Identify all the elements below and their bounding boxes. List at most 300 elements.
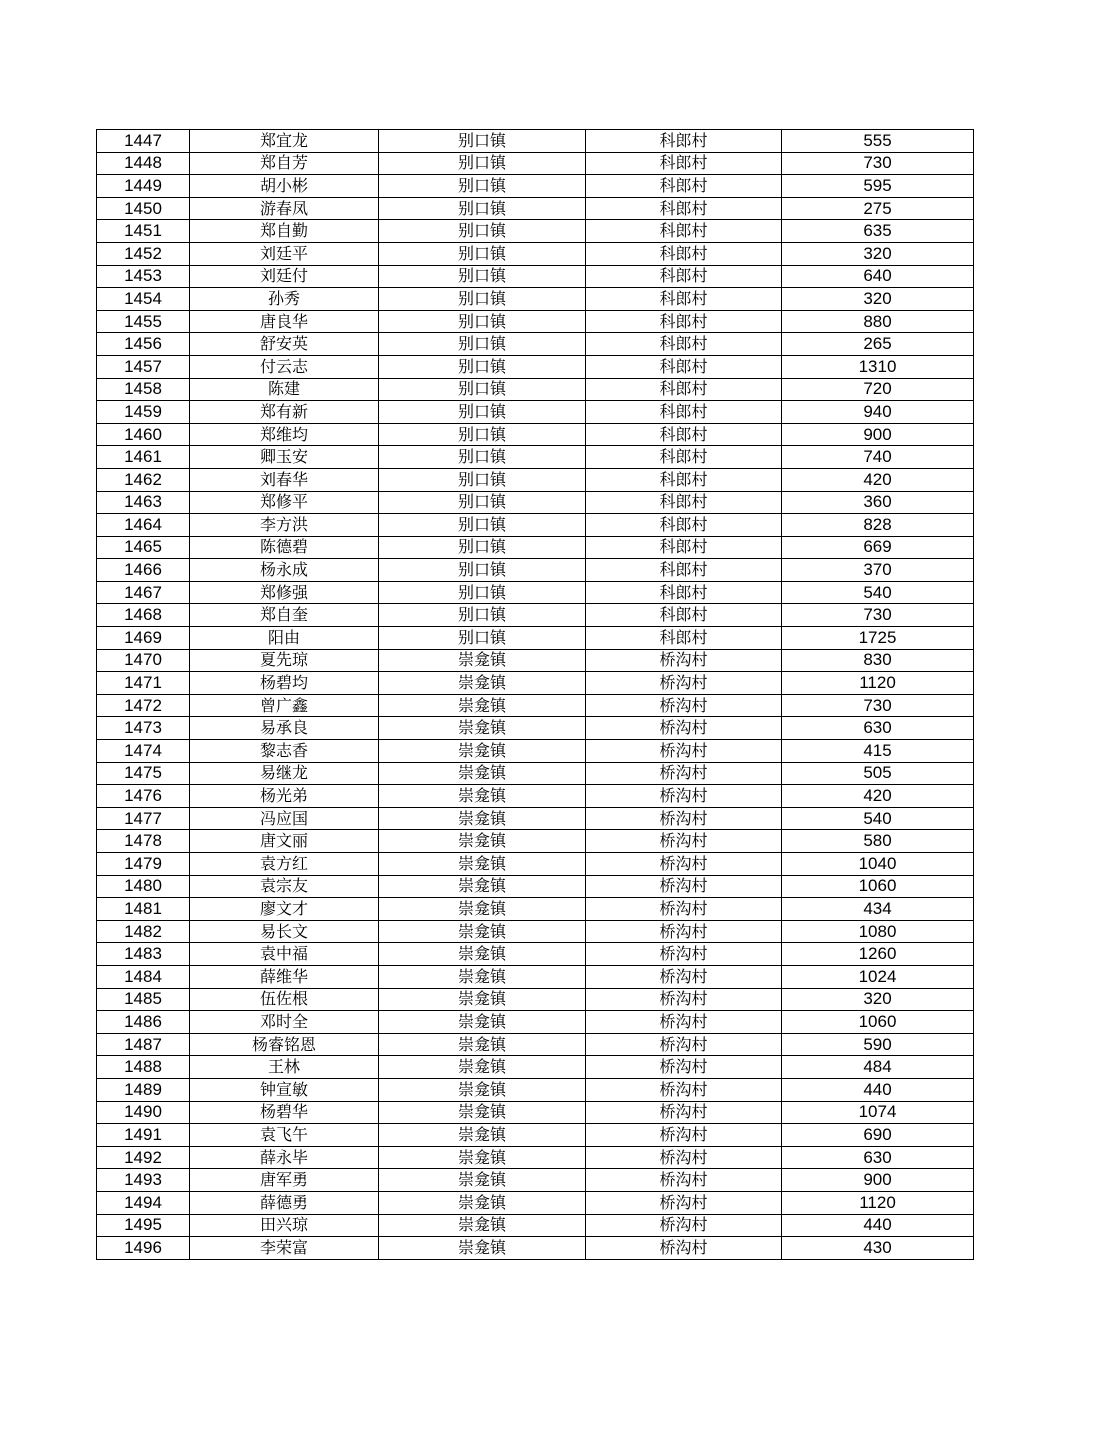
- row-number-cell: 1488: [97, 1056, 190, 1079]
- row-number-cell: 1463: [97, 491, 190, 514]
- row-number-cell: 1487: [97, 1033, 190, 1056]
- table-row: [97, 265, 974, 288]
- row-number-cell: 1482: [97, 920, 190, 943]
- table-row: [97, 152, 974, 175]
- row-number-cell: 1494: [97, 1191, 190, 1214]
- town-cell: 别口镇: [379, 559, 586, 582]
- amount-cell: 740: [782, 446, 974, 469]
- row-number-cell: 1483: [97, 943, 190, 966]
- village-cell: 科郎村: [586, 627, 782, 650]
- village-cell: 桥沟村: [586, 717, 782, 740]
- town-cell: 崇龛镇: [379, 1033, 586, 1056]
- name-cell: 易继龙: [190, 762, 379, 785]
- town-cell: 崇龛镇: [379, 762, 586, 785]
- town-cell: 崇龛镇: [379, 898, 586, 921]
- name-cell: 舒安英: [190, 333, 379, 356]
- row-number-cell: 1461: [97, 446, 190, 469]
- row-number-cell: 1489: [97, 1078, 190, 1101]
- table-row: [97, 378, 974, 401]
- village-cell: 桥沟村: [586, 875, 782, 898]
- town-cell: 崇龛镇: [379, 853, 586, 876]
- village-cell: 桥沟村: [586, 1191, 782, 1214]
- amount-cell: 830: [782, 649, 974, 672]
- row-number-cell: 1474: [97, 740, 190, 763]
- amount-cell: 265: [782, 333, 974, 356]
- name-cell: 易承良: [190, 717, 379, 740]
- town-cell: 别口镇: [379, 288, 586, 311]
- town-cell: 别口镇: [379, 604, 586, 627]
- table-row: [97, 672, 974, 695]
- table-row: [97, 627, 974, 650]
- village-cell: 科郎村: [586, 333, 782, 356]
- amount-cell: 630: [782, 1146, 974, 1169]
- town-cell: 崇龛镇: [379, 1169, 586, 1192]
- amount-cell: 420: [782, 468, 974, 491]
- name-cell: 胡小彬: [190, 175, 379, 198]
- table-row: [97, 355, 974, 378]
- town-cell: 别口镇: [379, 197, 586, 220]
- row-number-cell: 1490: [97, 1101, 190, 1124]
- town-cell: 别口镇: [379, 265, 586, 288]
- village-cell: 桥沟村: [586, 1237, 782, 1260]
- table-row: [97, 717, 974, 740]
- village-cell: 桥沟村: [586, 1078, 782, 1101]
- row-number-cell: 1467: [97, 581, 190, 604]
- row-number-cell: 1486: [97, 1011, 190, 1034]
- village-cell: 科郎村: [586, 310, 782, 333]
- name-cell: 杨睿铭恩: [190, 1033, 379, 1056]
- name-cell: 游春凤: [190, 197, 379, 220]
- name-cell: 陈德碧: [190, 536, 379, 559]
- town-cell: 别口镇: [379, 446, 586, 469]
- town-cell: 别口镇: [379, 491, 586, 514]
- row-number-cell: 1470: [97, 649, 190, 672]
- village-cell: 桥沟村: [586, 1033, 782, 1056]
- table-row: [97, 197, 974, 220]
- village-cell: 桥沟村: [586, 1056, 782, 1079]
- roster-table: [96, 129, 974, 1260]
- name-cell: 袁飞午: [190, 1124, 379, 1147]
- town-cell: 崇龛镇: [379, 1191, 586, 1214]
- name-cell: 卿玉安: [190, 446, 379, 469]
- table-row: [97, 468, 974, 491]
- town-cell: 崇龛镇: [379, 694, 586, 717]
- town-cell: 崇龛镇: [379, 1011, 586, 1034]
- table-row: [97, 649, 974, 672]
- town-cell: 别口镇: [379, 355, 586, 378]
- row-number-cell: 1479: [97, 853, 190, 876]
- village-cell: 科郎村: [586, 446, 782, 469]
- row-number-cell: 1451: [97, 220, 190, 243]
- village-cell: 桥沟村: [586, 649, 782, 672]
- table-row: [97, 559, 974, 582]
- village-cell: 桥沟村: [586, 740, 782, 763]
- table-row: [97, 830, 974, 853]
- amount-cell: 555: [782, 130, 974, 153]
- table-row: [97, 130, 974, 153]
- row-number-cell: 1452: [97, 242, 190, 265]
- town-cell: 崇龛镇: [379, 965, 586, 988]
- village-cell: 桥沟村: [586, 694, 782, 717]
- table-row: [97, 1214, 974, 1237]
- village-cell: 科郎村: [586, 378, 782, 401]
- name-cell: 陈建: [190, 378, 379, 401]
- village-cell: 科郎村: [586, 197, 782, 220]
- name-cell: 郑自芳: [190, 152, 379, 175]
- table-row: [97, 514, 974, 537]
- amount-cell: 275: [782, 197, 974, 220]
- village-cell: 科郎村: [586, 355, 782, 378]
- table-row: [97, 242, 974, 265]
- row-number-cell: 1471: [97, 672, 190, 695]
- town-cell: 别口镇: [379, 333, 586, 356]
- name-cell: 郑有新: [190, 401, 379, 424]
- table-row: [97, 875, 974, 898]
- amount-cell: 900: [782, 423, 974, 446]
- amount-cell: 1120: [782, 672, 974, 695]
- name-cell: 李荣富: [190, 1237, 379, 1260]
- village-cell: 科郎村: [586, 468, 782, 491]
- name-cell: 曾广鑫: [190, 694, 379, 717]
- table-row: [97, 1033, 974, 1056]
- table-row: [97, 1124, 974, 1147]
- row-number-cell: 1453: [97, 265, 190, 288]
- amount-cell: 1120: [782, 1191, 974, 1214]
- village-cell: 桥沟村: [586, 920, 782, 943]
- row-number-cell: 1469: [97, 627, 190, 650]
- name-cell: 王林: [190, 1056, 379, 1079]
- name-cell: 黎志香: [190, 740, 379, 763]
- village-cell: 桥沟村: [586, 807, 782, 830]
- name-cell: 袁宗友: [190, 875, 379, 898]
- town-cell: 崇龛镇: [379, 943, 586, 966]
- village-cell: 桥沟村: [586, 1169, 782, 1192]
- name-cell: 钟宣敏: [190, 1078, 379, 1101]
- village-cell: 科郎村: [586, 604, 782, 627]
- roster-table-body: [97, 130, 974, 1260]
- name-cell: 杨碧均: [190, 672, 379, 695]
- town-cell: 别口镇: [379, 581, 586, 604]
- amount-cell: 880: [782, 310, 974, 333]
- row-number-cell: 1450: [97, 197, 190, 220]
- town-cell: 崇龛镇: [379, 920, 586, 943]
- village-cell: 科郎村: [586, 536, 782, 559]
- amount-cell: 484: [782, 1056, 974, 1079]
- town-cell: 崇龛镇: [379, 830, 586, 853]
- amount-cell: 1080: [782, 920, 974, 943]
- town-cell: 崇龛镇: [379, 1146, 586, 1169]
- village-cell: 桥沟村: [586, 785, 782, 808]
- table-row: [97, 920, 974, 943]
- table-row: [97, 423, 974, 446]
- amount-cell: 640: [782, 265, 974, 288]
- row-number-cell: 1481: [97, 898, 190, 921]
- amount-cell: 1725: [782, 627, 974, 650]
- table-row: [97, 1146, 974, 1169]
- row-number-cell: 1455: [97, 310, 190, 333]
- village-cell: 科郎村: [586, 265, 782, 288]
- roster-sheet: [96, 129, 974, 1260]
- village-cell: 桥沟村: [586, 762, 782, 785]
- name-cell: 廖文才: [190, 898, 379, 921]
- amount-cell: 580: [782, 830, 974, 853]
- town-cell: 别口镇: [379, 423, 586, 446]
- name-cell: 薛维华: [190, 965, 379, 988]
- town-cell: 别口镇: [379, 468, 586, 491]
- amount-cell: 370: [782, 559, 974, 582]
- amount-cell: 440: [782, 1214, 974, 1237]
- town-cell: 别口镇: [379, 514, 586, 537]
- row-number-cell: 1492: [97, 1146, 190, 1169]
- row-number-cell: 1464: [97, 514, 190, 537]
- amount-cell: 730: [782, 694, 974, 717]
- table-row: [97, 785, 974, 808]
- name-cell: 李方洪: [190, 514, 379, 537]
- table-row: [97, 333, 974, 356]
- amount-cell: 630: [782, 717, 974, 740]
- amount-cell: 440: [782, 1078, 974, 1101]
- table-row: [97, 288, 974, 311]
- town-cell: 别口镇: [379, 175, 586, 198]
- name-cell: 杨碧华: [190, 1101, 379, 1124]
- row-number-cell: 1473: [97, 717, 190, 740]
- name-cell: 田兴琼: [190, 1214, 379, 1237]
- amount-cell: 505: [782, 762, 974, 785]
- village-cell: 科郎村: [586, 559, 782, 582]
- row-number-cell: 1447: [97, 130, 190, 153]
- name-cell: 阳由: [190, 627, 379, 650]
- amount-cell: 540: [782, 807, 974, 830]
- town-cell: 崇龛镇: [379, 740, 586, 763]
- town-cell: 别口镇: [379, 152, 586, 175]
- amount-cell: 320: [782, 242, 974, 265]
- name-cell: 冯应国: [190, 807, 379, 830]
- village-cell: 科郎村: [586, 581, 782, 604]
- name-cell: 刘廷付: [190, 265, 379, 288]
- name-cell: 唐文丽: [190, 830, 379, 853]
- village-cell: 科郎村: [586, 175, 782, 198]
- table-row: [97, 1078, 974, 1101]
- amount-cell: 320: [782, 988, 974, 1011]
- village-cell: 科郎村: [586, 491, 782, 514]
- name-cell: 邓时全: [190, 1011, 379, 1034]
- table-row: [97, 898, 974, 921]
- table-row: [97, 943, 974, 966]
- name-cell: 唐军勇: [190, 1169, 379, 1192]
- village-cell: 科郎村: [586, 514, 782, 537]
- table-row: [97, 220, 974, 243]
- village-cell: 科郎村: [586, 288, 782, 311]
- row-number-cell: 1476: [97, 785, 190, 808]
- amount-cell: 730: [782, 152, 974, 175]
- town-cell: 别口镇: [379, 536, 586, 559]
- town-cell: 崇龛镇: [379, 1056, 586, 1079]
- village-cell: 桥沟村: [586, 853, 782, 876]
- amount-cell: 720: [782, 378, 974, 401]
- amount-cell: 1040: [782, 853, 974, 876]
- table-row: [97, 740, 974, 763]
- amount-cell: 690: [782, 1124, 974, 1147]
- town-cell: 别口镇: [379, 130, 586, 153]
- village-cell: 科郎村: [586, 130, 782, 153]
- table-row: [97, 853, 974, 876]
- town-cell: 崇龛镇: [379, 785, 586, 808]
- row-number-cell: 1465: [97, 536, 190, 559]
- village-cell: 科郎村: [586, 401, 782, 424]
- village-cell: 桥沟村: [586, 965, 782, 988]
- village-cell: 科郎村: [586, 423, 782, 446]
- town-cell: 崇龛镇: [379, 807, 586, 830]
- table-row: [97, 491, 974, 514]
- town-cell: 别口镇: [379, 401, 586, 424]
- name-cell: 郑维均: [190, 423, 379, 446]
- name-cell: 易长文: [190, 920, 379, 943]
- table-row: [97, 694, 974, 717]
- amount-cell: 730: [782, 604, 974, 627]
- table-row: [97, 965, 974, 988]
- amount-cell: 828: [782, 514, 974, 537]
- row-number-cell: 1477: [97, 807, 190, 830]
- row-number-cell: 1478: [97, 830, 190, 853]
- table-row: [97, 581, 974, 604]
- table-row: [97, 401, 974, 424]
- town-cell: 别口镇: [379, 627, 586, 650]
- name-cell: 付云志: [190, 355, 379, 378]
- amount-cell: 635: [782, 220, 974, 243]
- town-cell: 崇龛镇: [379, 672, 586, 695]
- name-cell: 夏先琼: [190, 649, 379, 672]
- amount-cell: 1074: [782, 1101, 974, 1124]
- amount-cell: 430: [782, 1237, 974, 1260]
- row-number-cell: 1448: [97, 152, 190, 175]
- name-cell: 唐良华: [190, 310, 379, 333]
- table-row: [97, 310, 974, 333]
- row-number-cell: 1475: [97, 762, 190, 785]
- name-cell: 郑宜龙: [190, 130, 379, 153]
- table-row: [97, 1101, 974, 1124]
- amount-cell: 900: [782, 1169, 974, 1192]
- village-cell: 科郎村: [586, 152, 782, 175]
- name-cell: 刘廷平: [190, 242, 379, 265]
- table-row: [97, 175, 974, 198]
- row-number-cell: 1460: [97, 423, 190, 446]
- amount-cell: 1060: [782, 1011, 974, 1034]
- table-row: [97, 1237, 974, 1260]
- village-cell: 桥沟村: [586, 672, 782, 695]
- row-number-cell: 1449: [97, 175, 190, 198]
- amount-cell: 1060: [782, 875, 974, 898]
- town-cell: 别口镇: [379, 378, 586, 401]
- village-cell: 桥沟村: [586, 1011, 782, 1034]
- table-row: [97, 446, 974, 469]
- table-row: [97, 988, 974, 1011]
- amount-cell: 1024: [782, 965, 974, 988]
- amount-cell: 1310: [782, 355, 974, 378]
- village-cell: 桥沟村: [586, 898, 782, 921]
- amount-cell: 415: [782, 740, 974, 763]
- village-cell: 桥沟村: [586, 1124, 782, 1147]
- town-cell: 崇龛镇: [379, 1078, 586, 1101]
- amount-cell: 595: [782, 175, 974, 198]
- row-number-cell: 1456: [97, 333, 190, 356]
- town-cell: 崇龛镇: [379, 1237, 586, 1260]
- table-row: [97, 536, 974, 559]
- town-cell: 崇龛镇: [379, 649, 586, 672]
- row-number-cell: 1495: [97, 1214, 190, 1237]
- town-cell: 崇龛镇: [379, 1124, 586, 1147]
- name-cell: 郑自勤: [190, 220, 379, 243]
- row-number-cell: 1466: [97, 559, 190, 582]
- village-cell: 科郎村: [586, 242, 782, 265]
- row-number-cell: 1491: [97, 1124, 190, 1147]
- name-cell: 刘春华: [190, 468, 379, 491]
- town-cell: 崇龛镇: [379, 717, 586, 740]
- village-cell: 科郎村: [586, 220, 782, 243]
- table-row: [97, 762, 974, 785]
- row-number-cell: 1496: [97, 1237, 190, 1260]
- row-number-cell: 1472: [97, 694, 190, 717]
- town-cell: 别口镇: [379, 242, 586, 265]
- village-cell: 桥沟村: [586, 1101, 782, 1124]
- name-cell: 杨光弟: [190, 785, 379, 808]
- table-row: [97, 807, 974, 830]
- amount-cell: 540: [782, 581, 974, 604]
- name-cell: 伍佐根: [190, 988, 379, 1011]
- town-cell: 别口镇: [379, 220, 586, 243]
- row-number-cell: 1454: [97, 288, 190, 311]
- name-cell: 薛德勇: [190, 1191, 379, 1214]
- row-number-cell: 1457: [97, 355, 190, 378]
- village-cell: 桥沟村: [586, 1214, 782, 1237]
- amount-cell: 940: [782, 401, 974, 424]
- table-row: [97, 604, 974, 627]
- row-number-cell: 1458: [97, 378, 190, 401]
- row-number-cell: 1480: [97, 875, 190, 898]
- town-cell: 崇龛镇: [379, 875, 586, 898]
- village-cell: 桥沟村: [586, 1146, 782, 1169]
- row-number-cell: 1493: [97, 1169, 190, 1192]
- town-cell: 崇龛镇: [379, 1214, 586, 1237]
- name-cell: 薛永毕: [190, 1146, 379, 1169]
- town-cell: 崇龛镇: [379, 988, 586, 1011]
- town-cell: 崇龛镇: [379, 1101, 586, 1124]
- amount-cell: 669: [782, 536, 974, 559]
- name-cell: 郑修强: [190, 581, 379, 604]
- village-cell: 桥沟村: [586, 988, 782, 1011]
- table-row: [97, 1191, 974, 1214]
- name-cell: 郑修平: [190, 491, 379, 514]
- row-number-cell: 1462: [97, 468, 190, 491]
- amount-cell: 420: [782, 785, 974, 808]
- name-cell: 袁方红: [190, 853, 379, 876]
- amount-cell: 320: [782, 288, 974, 311]
- name-cell: 郑自奎: [190, 604, 379, 627]
- town-cell: 别口镇: [379, 310, 586, 333]
- table-row: [97, 1169, 974, 1192]
- amount-cell: 590: [782, 1033, 974, 1056]
- table-row: [97, 1011, 974, 1034]
- row-number-cell: 1485: [97, 988, 190, 1011]
- village-cell: 桥沟村: [586, 943, 782, 966]
- row-number-cell: 1468: [97, 604, 190, 627]
- name-cell: 袁中福: [190, 943, 379, 966]
- name-cell: 孙秀: [190, 288, 379, 311]
- amount-cell: 360: [782, 491, 974, 514]
- table-row: [97, 1056, 974, 1079]
- amount-cell: 434: [782, 898, 974, 921]
- row-number-cell: 1484: [97, 965, 190, 988]
- row-number-cell: 1459: [97, 401, 190, 424]
